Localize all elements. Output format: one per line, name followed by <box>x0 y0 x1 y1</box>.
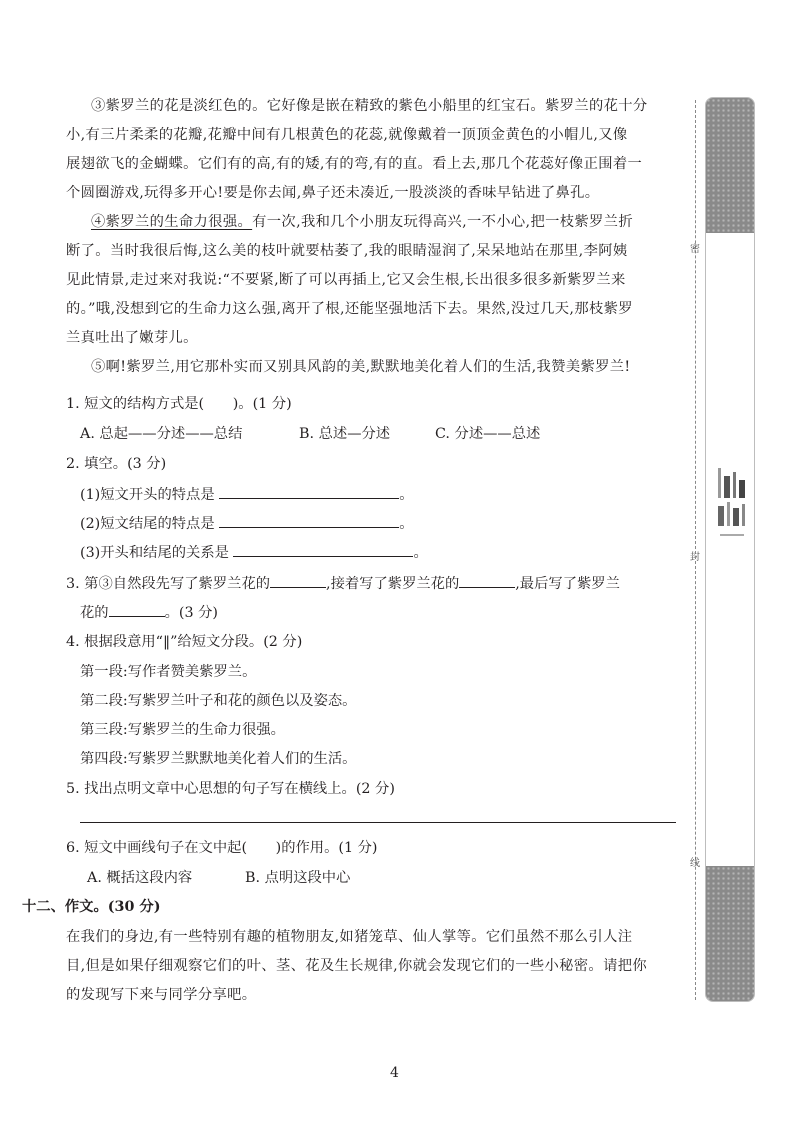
passage-line: ③紫罗兰的花是淡红色的。它好像是嵌在精致的紫色小船里的红宝石。紫罗兰的花十分 <box>91 98 648 114</box>
composition-line: 目,但是如果仔细观察它们的叶、茎、花及生长规律,你就会发现它们的一些小秘密。请把你 <box>66 958 648 974</box>
question-2: 2. 填空。(3 分) <box>66 456 167 472</box>
q1-option-c: C. 分述——总述 <box>435 426 541 442</box>
question-1: 1. 短文的结构方式是( )。(1 分) <box>66 396 292 412</box>
answer-blank[interactable] <box>109 602 165 617</box>
composition-line: 的发现写下来与同学分享吧。 <box>66 987 257 1003</box>
q4-item: 第三段:写紫罗兰的生命力很强。 <box>80 722 285 738</box>
passage-line <box>91 212 633 232</box>
q3-text: ,接着写了紫罗兰花的 <box>326 576 460 592</box>
decorative-bars-icon <box>714 462 750 558</box>
passage-line: 断了。当时我很后悔,这么美的枝叶就要枯萎了,我的眼睛湿润了,呆呆地站在那里,李阿姨 <box>66 243 628 259</box>
passage-line: 个圆圈游戏,玩得多开心!要是你去闻,鼻子还未凑近,一股淡淡的香味早钻进了鼻孔。 <box>66 185 600 201</box>
answer-blank[interactable] <box>219 513 399 528</box>
q3-text: 花的 <box>80 605 109 621</box>
question-6: 6. 短文中画线句子在文中起( )的作用。(1 分) <box>66 840 378 856</box>
question-3-cont <box>80 602 218 623</box>
passage-line: 见此情景,走过来对我说:“不要紧,断了可以再插上,它又会生根,长出很多很多新紫罗兰来 <box>66 272 626 288</box>
q4-item: 第四段:写紫罗兰默默地美化着人们的生活。 <box>80 751 357 767</box>
question-4: 4. 根据段意用“‖”给短文分段。(2 分) <box>66 634 303 650</box>
passage-line: ⑤啊!紫罗兰,用它那朴实而又别具风韵的美,默默地美化着人们的生活,我赞美紫罗兰! <box>91 359 631 375</box>
side-label-feng: 封 <box>690 552 700 563</box>
period: 。 <box>399 516 414 532</box>
composition-line: 在我们的身边,有一些特别有趣的植物朋友,如猪笼草、仙人掌等。它们虽然不那么引人注 <box>66 929 633 945</box>
period: 。 <box>399 487 414 503</box>
q1-option-b: B. 总述—分述 <box>299 426 391 442</box>
passage-line: 展翅欲飞的金蝴蝶。它们有的高,有的矮,有的弯,有的直。看上去,那几个花蕊好像正围着一 <box>66 156 643 172</box>
q3-text: 3. 第③自然段先写了紫罗兰花的 <box>66 576 271 592</box>
side-label-mi: 密 <box>690 244 700 255</box>
q2-item-3 <box>80 542 428 563</box>
q2-item-2 <box>80 513 413 534</box>
q4-item: 第一段:写作者赞美紫罗兰。 <box>80 664 257 680</box>
section-heading-composition: 十二、作文。(30 分) <box>22 899 161 915</box>
strip-pattern-top <box>706 98 754 233</box>
q1-option-a: A. 总起——分述——总结 <box>80 426 243 442</box>
q6-option-b: B. 点明这段中心 <box>245 870 351 886</box>
q2-item-label: (3)开头和结尾的关系是 <box>80 545 229 561</box>
question-3 <box>66 573 620 594</box>
answer-blank[interactable] <box>233 542 413 557</box>
q2-item-1 <box>80 484 413 505</box>
answer-blank[interactable] <box>270 573 326 588</box>
q2-item-label: (1)短文开头的特点是 <box>80 487 215 503</box>
q4-item: 第二段:写紫罗兰叶子和花的颜色以及姿态。 <box>80 693 357 709</box>
q5-answer-line[interactable] <box>80 822 676 823</box>
q3-text: 。(3 分) <box>164 605 218 621</box>
strip-pattern-bottom <box>706 866 754 1001</box>
passage-text: 有一次,我和几个小朋友玩得高兴,一不小心,把一枝紫罗兰折 <box>252 214 633 230</box>
page-number: 4 <box>390 1065 399 1081</box>
passage-line: 兰真吐出了嫩芽儿。 <box>66 330 198 346</box>
underlined-sentence: ④紫罗兰的生命力很强。 <box>91 214 253 230</box>
answer-blank[interactable] <box>459 573 515 588</box>
q3-text: ,最后写了紫罗兰 <box>515 576 620 592</box>
period: 。 <box>413 545 428 561</box>
question-5: 5. 找出点明文章中心思想的句子写在横线上。(2 分) <box>66 781 395 797</box>
passage-line: 的。”哦,没想到它的生命力这么强,离开了根,还能坚强地活下去。果然,没过几天,那枝紫罗 <box>66 301 633 317</box>
q6-option-a: A. 概括这段内容 <box>87 870 193 886</box>
side-label-xian: 线 <box>690 858 700 869</box>
passage-line: 小,有三片柔柔的花瓣,花瓣中间有几根黄色的花蕊,就像戴着一顶顶金黄色的小帽儿,又像 <box>66 127 628 143</box>
answer-blank[interactable] <box>219 484 399 499</box>
q2-item-label: (2)短文结尾的特点是 <box>80 516 215 532</box>
